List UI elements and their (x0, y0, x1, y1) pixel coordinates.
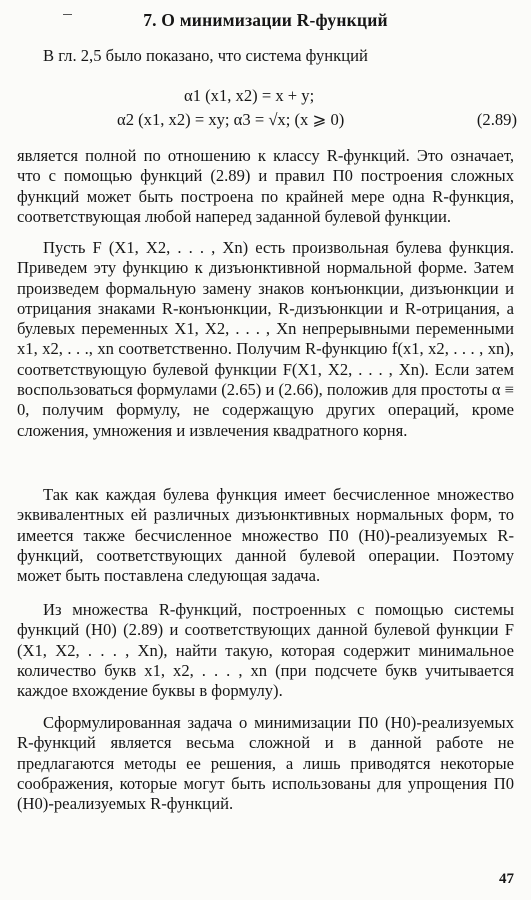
paragraph-1: является полной по отношению к классу R-функций. Это означает, что с помощью функций (2.89) и правил П0 построения сложных функций может быть построена по крайней мере одна R-функция, соответствующая любой наперед заданной булевой функции. (17, 146, 514, 226)
page-number: 47 (499, 871, 514, 887)
equation-number: (2.89) (476, 110, 517, 129)
section-title: 7. О минимизации R-функций (143, 10, 388, 30)
intro-line: В гл. 2,5 было показано, что система функций (43, 46, 368, 65)
equation-line-1: α1 (x1, x2) = x + y; (184, 86, 315, 105)
paragraph-4: Из множества R-функций, построенных с помощью системы функций (H0) (2.89) и соответствующих данной булевой функции F (X1, X2, . . . , Xn), найти такую, которая содержит минимальное количество букв x1, x2, . . . , xn (при подсчете букв учитывается каждое вхождение буквы в формулу). (17, 600, 514, 701)
paragraph-2: Пусть F (X1, X2, . . . , Xn) есть произвольная булева функция. Приведем эту функцию к дизъюнктивной нормальной форме. Затем произведем формальную замену знаков конъюнкции, дизъюнкции и отрицания знаками R-конъюнкции, R-дизъюнкции и R-отрицания, а булевых переменных X1, X2, . . . , Xn непрерывными переменными x1, x2, . . ., xn соответственно. Получим R-функцию f(x1, x2, . . . , xn), соответствующую булевой функции F(X1, X2, . . . , Xn). Если затем воспользоваться формулами (2.65) и (2.66), положив для простоты α ≡ 0, получим формулу, не содержащую других операций, кроме сложения, умножения и извлечения квадратного корня. (17, 238, 514, 440)
equation-line-2: α2 (x1, x2) = xy; α3 = √x; (x ⩾ 0) (117, 110, 345, 129)
paragraph-5: Сформулированная задача о минимизации П0 (H0)-реализуемых R-функций является весьма сложной и в данной работе не предлагаются методы ее решения, а лишь приводятся некоторые соображения, которые могут быть использованы для упрощения П0 (H0)-реализуемых R-функций. (17, 713, 514, 814)
paragraph-3: Так как каждая булева функция имеет бесчисленное множество эквивалентных ей различных дизъюнктивных нормальных форм, то имеется также бесчисленное множество П0 (H0)-реализуемых R-функций, соответствующих данной булевой операции. Поэтому может быть поставлена следующая задача. (17, 485, 514, 586)
